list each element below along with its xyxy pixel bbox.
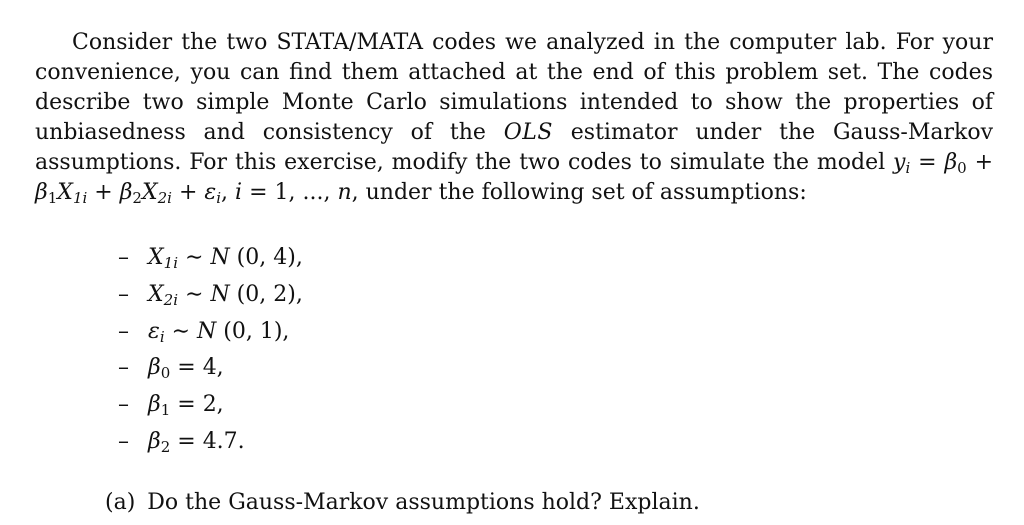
question-text: Do the Gauss-Markov assumptions hold? Explain. bbox=[147, 490, 700, 515]
intro-text-continued: estimator under the Gauss-Markov assumptions. For this exercise, modify the two codes to simulate the model bbox=[35, 120, 994, 175]
intro-text-end: the following set of assumptions: bbox=[431, 180, 807, 205]
question-label: (a) bbox=[105, 490, 136, 515]
assumption-x2: – $X_{2i}$ ∼ N (0, 2), bbox=[118, 281, 303, 309]
model-equation: $y_i = \beta_0 + \beta_1X_{1i} + \beta_2X_{2i} + \varepsilon_i$, i = 1, ..., n, under bbox=[35, 150, 994, 207]
question-a bbox=[105, 488, 700, 518]
assumption-beta0: – $\beta_0 = 4$, bbox=[118, 355, 224, 383]
ols-term: OLS bbox=[503, 120, 553, 145]
assumption-x1: – $X_{1i}$ ∼ N (0, 4), bbox=[118, 245, 303, 272]
assumption-beta2: – $\beta_2 = 4.7$. bbox=[118, 428, 245, 456]
assumption-beta1: – $\beta_1 = 2$, bbox=[118, 392, 224, 420]
assumption-error: – $\varepsilon_i$ ∼ N (0, 1), bbox=[118, 318, 290, 346]
assumption-list bbox=[118, 240, 303, 461]
intro-paragraph bbox=[35, 28, 993, 208]
intro-text: Consider the two STATA/MATA codes we analyzed in the computer lab. For your convenience, you can find them attached at the end of this problem set. The codes describe two simple Monte Carlo simulations intended to show the properties of unbiasedness and consistency of the bbox=[35, 30, 993, 145]
